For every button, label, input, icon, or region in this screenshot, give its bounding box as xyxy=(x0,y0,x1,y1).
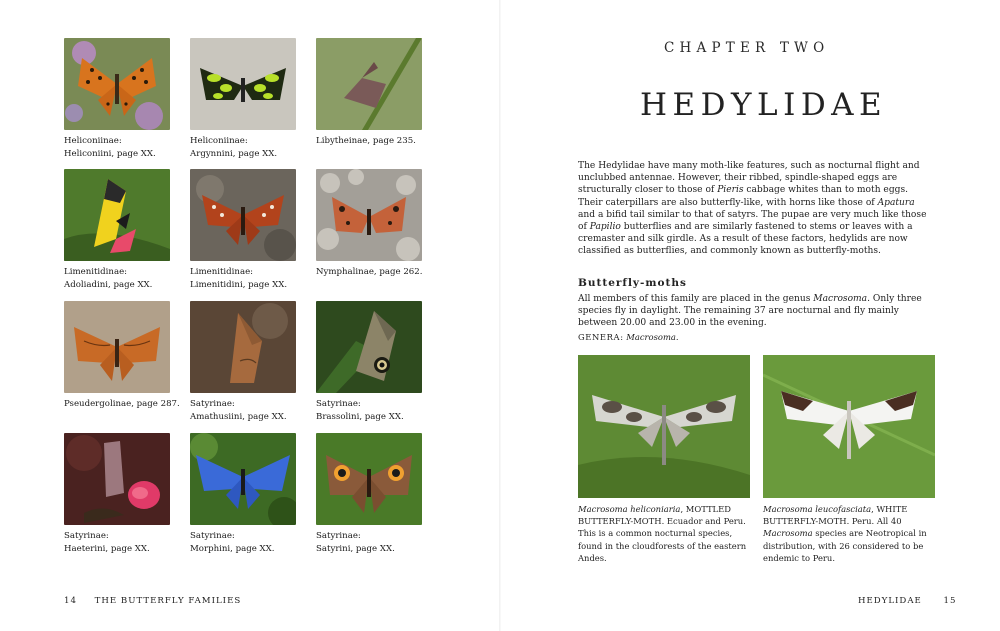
thumbnail-brassolini xyxy=(316,301,424,424)
thumbnail-libytheinae xyxy=(316,38,424,148)
thumbnail-caption: Limenitidinae: Adoliadini, page XX. xyxy=(64,267,153,290)
thumbnail-nymphalinae xyxy=(316,169,424,279)
thumbnail-grid xyxy=(64,38,424,598)
thumbnail-caption: Heliconiinae: Heliconiini, page XX. xyxy=(64,136,156,159)
thumbnail-satyrini xyxy=(316,433,424,556)
caption-mottled-butterfly-moth: Macrosoma heliconiaria, MOTTLED BUTTERFLY-MOTH. Ecuador and Peru. This is a common nocturnal species, found in the cloudforests of the eastern Andes. xyxy=(578,504,747,563)
thumbnail-caption: Satyrinae: Haeterini, page XX. xyxy=(64,531,150,554)
thumbnail-argynnini xyxy=(190,38,298,161)
photo-brassolini xyxy=(316,301,422,393)
photo-white-butterfly-moth xyxy=(763,355,935,498)
gutter xyxy=(499,0,501,631)
thumbnail-haeterini xyxy=(64,433,172,556)
photo-nymphalinae xyxy=(316,169,422,261)
photo-argynnini xyxy=(190,38,296,130)
photo-satyrini xyxy=(316,433,422,525)
photo-amathusiini xyxy=(190,301,296,393)
thumbnail-caption: Limenitidinae: Limenitidini, page XX. xyxy=(190,267,288,290)
thumbnail-caption: Satyrinae: Satyrini, page XX. xyxy=(316,531,395,554)
intro-paragraph: The Hedylidae have many moth-like features, such as nocturnal flight and unclubbed antennae. However, their ribbed, spindle-shaped eggs are structurally closer to those of Pieris cabbage whites than to moth eggs. Their caterpillars are also butterfly-like, with horns like those of Apatura and a bifid tail similar to that of satyrs. The pupae are very much like those of Papilio butterflies and are similarly fastened to stems or leaves with a cremaster and silk girdle. As a result of these factors, hedylids are now classified as butterflies, and commonly known as butterfly-moths. xyxy=(578,161,927,257)
thumbnail-morphini xyxy=(190,433,298,556)
thumbnail-caption: Satyrinae: Amathusiini, page XX. xyxy=(190,399,287,422)
left-footer xyxy=(64,596,241,606)
photo-heliconiini xyxy=(64,38,170,130)
thumbnail-caption: Satyrinae: Brassolini, page XX. xyxy=(316,399,404,422)
running-head-left: THE BUTTERFLY FAMILIES xyxy=(94,596,242,606)
thumbnail-limenitidini xyxy=(190,169,298,292)
photo-mottled-butterfly-moth xyxy=(578,355,750,498)
page-number-left: 14 xyxy=(64,596,77,606)
photo-libytheinae xyxy=(316,38,422,130)
photo-pseudergolinae xyxy=(64,301,170,393)
chapter-label: CHAPTER TWO xyxy=(664,40,830,56)
section-heading: Butterfly-moths xyxy=(578,277,687,289)
thumbnail-amathusiini xyxy=(190,301,298,424)
running-head-right: HEDYLIDAE xyxy=(858,596,922,606)
thumbnail-pseudergolinae xyxy=(64,301,180,411)
thumbnail-caption: Nymphalinae, page 262. xyxy=(316,267,423,277)
thumbnail-caption: Pseudergolinae, page 287. xyxy=(64,399,180,409)
photo-haeterini xyxy=(64,433,170,525)
section-paragraph: All members of this family are placed in the genus Macrosoma. Only three species fly in daylight. The remaining 37 are nocturnal and fly mainly between 20.00 and 23.00 in the evening. xyxy=(578,294,922,329)
photo-morphini xyxy=(190,433,296,525)
chapter-title: HEDYLIDAE xyxy=(640,87,888,123)
thumbnail-heliconiini xyxy=(64,38,172,161)
photo-limenitidini xyxy=(190,169,296,261)
page-number-right: 15 xyxy=(943,596,957,606)
genera-line: GENERA: Macrosoma. xyxy=(578,332,679,342)
right-footer xyxy=(858,596,956,606)
caption-white-butterfly-moth: Macrosoma leucofasciata, WHITE BUTTERFLY-MOTH. Peru. All 40 Macrosoma species are Neotropical in distribution, with 26 considered to be endemic to Peru. xyxy=(763,504,927,563)
thumbnail-caption: Libytheinae, page 235. xyxy=(316,136,416,146)
thumbnail-caption: Heliconiinae: Argynnini, page XX. xyxy=(190,136,278,159)
thumbnail-caption: Satyrinae: Morphini, page XX. xyxy=(190,531,275,554)
thumbnail-adoliadini xyxy=(64,169,172,292)
photo-adoliadini xyxy=(64,169,170,261)
